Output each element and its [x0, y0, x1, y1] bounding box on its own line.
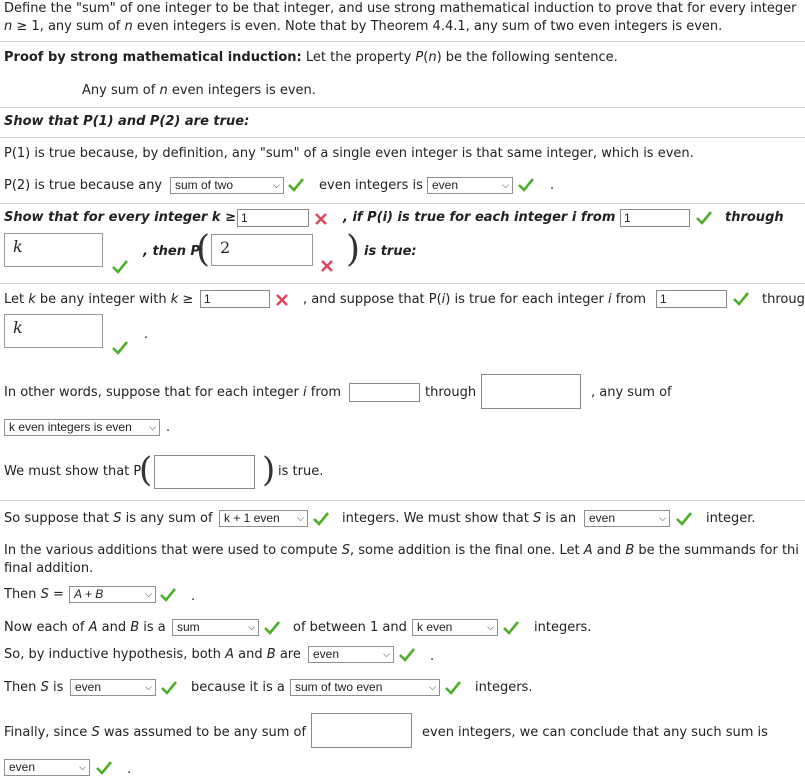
text: In the various additions that were used to compute — [4, 543, 342, 558]
let-k-text-mid — [303, 292, 646, 308]
chevron-down-icon: ⌵ — [659, 513, 666, 523]
var-S: S — [532, 511, 542, 526]
proof-heading-bold: Proof by strong mathematical induction: — [4, 50, 302, 65]
chevron-down-icon: ⌵ — [273, 180, 280, 190]
text: is any sum of — [121, 511, 213, 526]
var-B: B — [130, 620, 140, 635]
period: . — [430, 649, 435, 664]
because-text: because it is a — [191, 680, 285, 695]
chevron-down-icon: ⌵ — [502, 180, 509, 190]
text: ) is true for each integer — [445, 292, 608, 307]
check-icon — [399, 648, 415, 662]
integers-text: integers. — [475, 680, 533, 695]
period: . — [191, 589, 196, 604]
check-icon — [264, 621, 280, 635]
p2-parity-select[interactable] — [427, 177, 513, 194]
through-label: through — [725, 210, 784, 225]
cross-icon — [276, 294, 288, 306]
check-icon — [445, 681, 461, 695]
other-words-select[interactable] — [4, 419, 160, 436]
check-icon — [518, 178, 534, 192]
check-icon — [112, 341, 128, 355]
divider — [0, 500, 805, 501]
text: be any integer with — [35, 292, 171, 307]
text: is an — [541, 511, 577, 526]
divider — [0, 41, 805, 42]
text: is a — [139, 620, 166, 635]
divider — [0, 137, 805, 138]
check-icon — [676, 512, 692, 526]
left-paren: ( — [139, 450, 153, 490]
var-B: B — [625, 543, 635, 558]
let-k-text — [4, 292, 193, 308]
then-s-is-select[interactable] — [70, 679, 156, 696]
text: Let — [4, 292, 29, 307]
divider — [0, 283, 805, 284]
suppose-parity-select[interactable] — [584, 510, 670, 527]
finally-count-box[interactable] — [311, 713, 412, 748]
check-icon — [96, 761, 112, 775]
chevron-down-icon: ⌵ — [145, 589, 152, 599]
chevron-down-icon: ⌵ — [149, 422, 156, 432]
var-S: S — [40, 680, 49, 695]
var-n: n — [428, 50, 437, 65]
chevron-down-icon: ⌵ — [145, 682, 152, 692]
var-i: i — [441, 292, 446, 307]
p2-text: P(2) is true because any — [4, 178, 163, 193]
is-true-label: is true: — [364, 244, 417, 259]
select-value: k + 1 even — [224, 511, 280, 525]
chevron-down-icon: ⌵ — [429, 682, 436, 692]
check-icon — [733, 292, 749, 306]
intro-line-2 — [4, 19, 722, 35]
check-icon — [160, 588, 176, 602]
var-B: B — [266, 647, 276, 662]
now-each-count-select[interactable] — [412, 619, 498, 636]
var-n: n — [124, 19, 133, 34]
select-value: even — [589, 511, 616, 525]
divider — [0, 203, 805, 204]
var-S: S — [113, 511, 122, 526]
text: and — [592, 543, 626, 558]
intro-line-1: Define the "sum" of one integer to be that integer, and use strong mathematical induction to prove that for every integer — [4, 1, 797, 16]
text: from — [611, 292, 647, 307]
select-value: even — [9, 760, 36, 774]
text: = — [48, 587, 64, 602]
chevron-down-icon: ⌵ — [383, 649, 390, 659]
select-value: even — [432, 178, 459, 192]
now-each-select[interactable] — [172, 619, 259, 636]
select-value: even — [313, 647, 340, 661]
var-n: n — [4, 19, 13, 34]
select-value: sum — [177, 620, 200, 634]
so-by-select[interactable] — [308, 646, 394, 663]
chevron-down-icon: ⌵ — [297, 513, 304, 523]
p2-sum-select[interactable] — [170, 177, 284, 194]
text: Finally, since — [4, 725, 92, 740]
k-lower-bound-input[interactable]: 1 — [237, 209, 309, 227]
right-paren: ) — [346, 229, 361, 270]
check-icon — [696, 211, 712, 225]
var-P: P — [415, 50, 424, 65]
finally-post-text: even integers, we can conclude that any such sum is — [422, 725, 768, 740]
text: ≥ 1, any sum of — [12, 19, 125, 34]
text: ) be the following sentence. — [436, 50, 618, 65]
because-select[interactable] — [290, 679, 440, 696]
show-step-mid: , if P(i) is true for each integer i from — [343, 210, 616, 225]
text: So, by inductive hypothesis, both — [4, 647, 226, 662]
text: Then — [4, 587, 41, 602]
var-S: S — [341, 543, 350, 558]
must-show-text: We must show that P — [4, 464, 142, 479]
select-value: sum of two even — [295, 680, 383, 694]
then-s-is-text — [4, 680, 63, 696]
period: . — [550, 178, 555, 193]
text: integers. We must show that — [342, 511, 533, 526]
cross-icon — [315, 213, 327, 225]
select-value: sum of two — [175, 178, 234, 192]
period: . — [144, 327, 149, 342]
var-n: n — [159, 83, 168, 98]
text: from — [306, 385, 342, 400]
then-s-text — [4, 587, 64, 603]
is-true-text: is true. — [278, 464, 324, 479]
other-from-input[interactable] — [349, 383, 420, 402]
let-upper-box[interactable]: k — [4, 314, 103, 348]
check-icon — [112, 260, 128, 274]
then-p-label: , then P — [143, 244, 201, 259]
integers-text: integers. — [534, 620, 592, 635]
through-label: through — [425, 385, 477, 400]
text: So suppose that — [4, 511, 114, 526]
text: was assumed to be any sum of — [99, 725, 307, 740]
text: is — [48, 680, 64, 695]
var-k: k — [28, 292, 36, 307]
text: , some addition is the final one. Let — [349, 543, 584, 558]
other-through-box[interactable] — [481, 374, 581, 409]
now-each-text — [4, 620, 166, 636]
check-icon — [503, 621, 519, 635]
text: ( — [423, 50, 429, 65]
text: even integers is even. Note that by Theorem 4.4.1, any sum of two even integers is even. — [132, 19, 723, 34]
text: Now each of — [4, 620, 89, 635]
suppose-s-text — [4, 511, 213, 527]
text: , and suppose that P( — [303, 292, 442, 307]
chevron-down-icon: ⌵ — [487, 622, 494, 632]
var-i: i — [303, 385, 307, 400]
must-show-p-box[interactable] — [154, 455, 255, 489]
show-step-heading: Show that for every integer k ≥ — [4, 210, 236, 225]
text: ≥ — [178, 292, 194, 307]
period: . — [127, 762, 132, 777]
let-k-lower-input[interactable]: 1 — [200, 290, 270, 308]
text: are — [275, 647, 301, 662]
additions-line-1 — [4, 543, 799, 559]
text: be the summands for thi — [634, 543, 799, 558]
additions-line-2: final addition. — [4, 561, 94, 576]
cross-icon — [321, 260, 333, 272]
text: and — [97, 620, 131, 635]
p1-text: P(1) is true because, by definition, any "sum" of a single even integer is that same integer, which is even. — [4, 146, 694, 161]
divider — [0, 107, 805, 108]
text: and — [234, 647, 267, 662]
check-icon — [161, 681, 177, 695]
then-s-select[interactable] — [69, 586, 156, 603]
var-k: k — [170, 292, 179, 307]
text: even integers is even. — [167, 83, 316, 98]
chevron-down-icon: ⌵ — [79, 762, 86, 772]
var-S: S — [40, 587, 49, 602]
check-icon — [288, 178, 304, 192]
select-value: even — [75, 680, 102, 694]
p2-text-mid: even integers is — [319, 178, 423, 193]
between-text: of between 1 and — [293, 620, 407, 635]
through-label: throug — [762, 292, 805, 307]
var-S: S — [91, 725, 100, 740]
other-words-text — [4, 385, 341, 401]
var-A: A — [88, 620, 98, 635]
chevron-down-icon: ⌵ — [248, 622, 255, 632]
suppose-sum-select[interactable] — [219, 510, 308, 527]
select-value: k even — [417, 620, 453, 634]
finally-text — [4, 725, 306, 741]
text: Then — [4, 680, 41, 695]
right-paren: ) — [262, 450, 276, 490]
show-base-heading: Show that P(1) and P(2) are true: — [4, 114, 250, 129]
any-sum-text: , any sum of — [591, 385, 672, 400]
text: Any sum of — [82, 83, 160, 98]
proof-heading — [4, 50, 618, 66]
so-by-text — [4, 647, 301, 663]
period: . — [166, 420, 171, 435]
i-lower-bound-input[interactable]: 1 — [620, 209, 690, 227]
var-A: A — [583, 543, 593, 558]
var-i: i — [608, 292, 612, 307]
property-sentence — [82, 83, 316, 99]
let-i-lower-input[interactable]: 1 — [656, 290, 727, 308]
var-A: A — [225, 647, 235, 662]
check-icon — [313, 512, 329, 526]
text: Let the property — [301, 50, 416, 65]
integer-text: integer. — [706, 511, 756, 526]
text: In other words, suppose that for each integer — [4, 385, 304, 400]
left-paren: ( — [196, 229, 211, 270]
suppose-s-mid — [342, 511, 576, 527]
select-value: A + B — [74, 587, 104, 601]
final-parity-select[interactable] — [4, 759, 90, 776]
step-p-argument-box[interactable]: 2 — [211, 234, 313, 266]
step-upper-box[interactable]: k — [4, 233, 103, 267]
select-value: k even integers is even — [9, 420, 132, 434]
